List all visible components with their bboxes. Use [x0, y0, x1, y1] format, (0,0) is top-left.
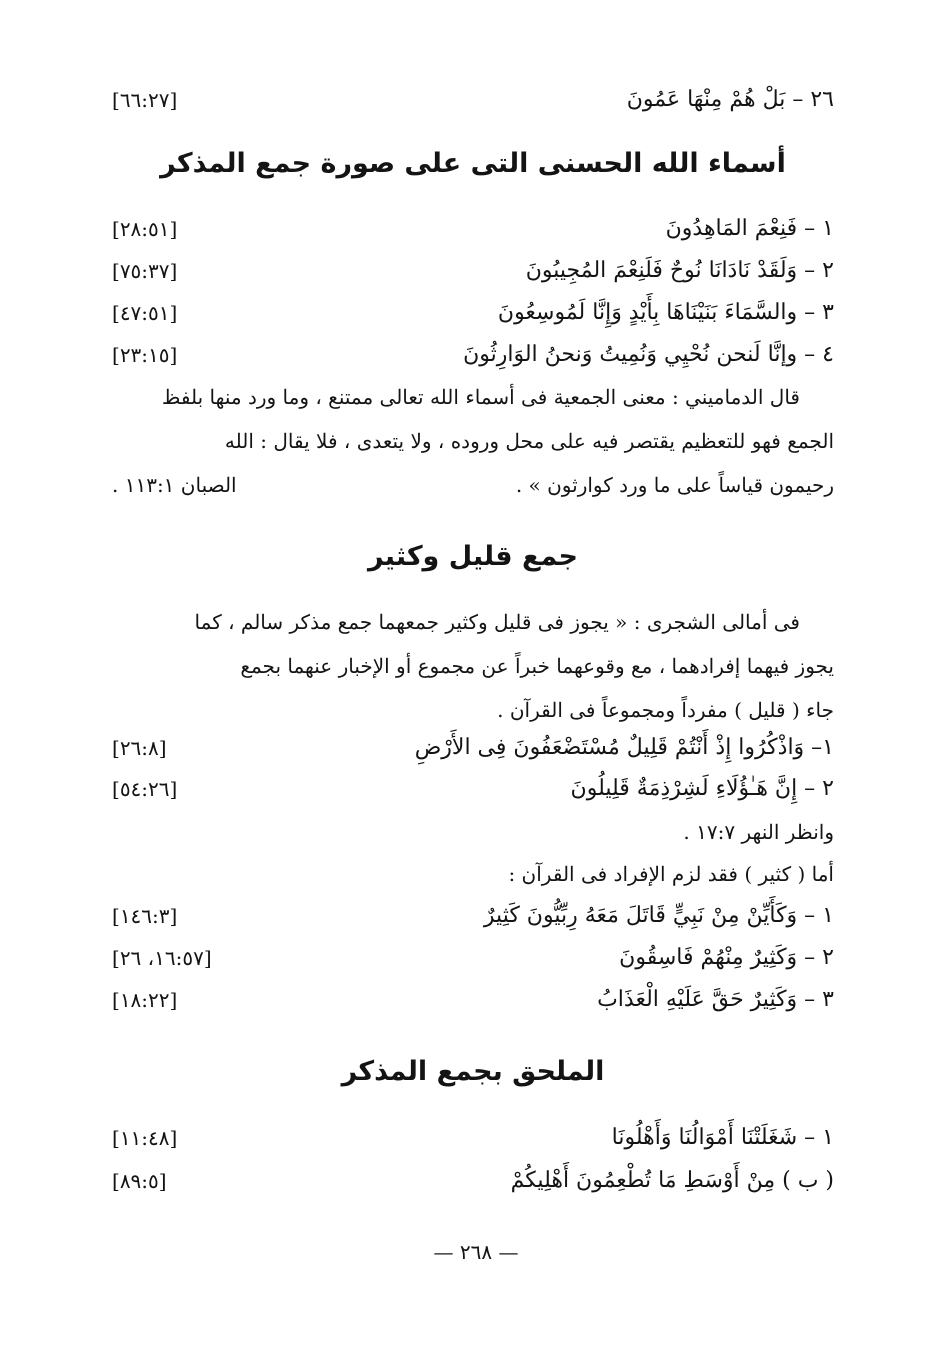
verse-text: ٢ – وَكَثِيرٌ مِنْهُمْ فَاسِقُونَ: [619, 945, 834, 970]
section-heading: أسماء الله الحسنى التى على صورة جمع المذكر: [160, 148, 786, 179]
verse-text: ١– وَاذْكُرُوا إِذْ أَنْتُمْ قَلِيلٌ مُسْتَضْعَفُونَ فِى الأَرْضِ: [414, 735, 834, 760]
verse-reference: [٧٥:٣٧]: [112, 259, 178, 283]
verse-text: ٣ – والسَّمَاءَ بَنَيْنَاهَا بِأَيْدٍ وَإِنَّا لَمُوسِعُونَ: [497, 300, 834, 325]
section-heading: الملحق بجمع المذكر: [341, 1056, 605, 1087]
paragraph-line: قال الدماميني : معنى الجمعية فى أسماء الله تعالى ممتنع ، وما ورد منها بلفظ: [161, 385, 800, 409]
verse-text: ١ – فَنِعْمَ المَاهِدُونَ: [665, 216, 834, 241]
verse-text: ٢٦ – بَلْ هُمْ مِنْهَا عَمُونَ: [626, 87, 834, 112]
verse-line: [112, 333, 834, 377]
note-line: [112, 852, 834, 896]
verse-reference: [٦٦:٢٧]: [112, 88, 178, 112]
note-text: أما ( كثير ) فقد لزم الإفراد فى القرآن :: [508, 862, 834, 886]
section-heading: جمع قليل وكثير: [368, 541, 578, 572]
note-text: وانظر النهر ١٧:٧ .: [683, 820, 834, 844]
paragraph-line: فى أمالى الشجرى : « يجوز فى قليل وكثير جمعهما جمع مذكر سالم ، كما: [194, 610, 800, 634]
verse-text: ٢ – وَلَقَدْ نَادَانَا نُوحٌ فَلَنِعْمَ المُجِيبُونَ: [525, 258, 834, 283]
verse-reference: [٤٧:٥١]: [112, 301, 178, 325]
verse-text: ١ – وَكَأَيِّنْ مِنْ نَبِيٍّ قَاتَلَ مَعَهُ رِبِّيُّونَ كَثِيرٌ: [483, 903, 834, 928]
verse-line: [112, 78, 834, 122]
verse-line: [112, 894, 834, 938]
verse-text: ١ – شَغَلَتْنَا أَمْوَالُنَا وَأَهْلُونَا: [611, 1125, 834, 1150]
verse-reference: [٢٨:٥١]: [112, 217, 178, 241]
verse-line: [112, 936, 834, 980]
verse-line: [112, 249, 834, 293]
verse-reference: [١١:٤٨]: [112, 1126, 178, 1150]
verse-reference: [١٤٦:٣]: [112, 904, 178, 928]
paragraph-line: جاء ( قليل ) مفرداً ومجموعاً فى القرآن .: [497, 698, 834, 722]
verse-text: ( ب ) مِنْ أَوْسَطِ مَا تُطْعِمُونَ أَهْلِيكُمْ: [510, 1168, 834, 1193]
verse-text: ٤ – وإنَّا لَنحن نُحْيِي وَنُمِيتُ وَنحنُ الوَارِثُونَ: [463, 342, 834, 367]
verse-line: [112, 767, 834, 811]
page-number: — ٢٦٨ —: [433, 1240, 519, 1264]
verse-reference: [٥٤:٢٦]: [112, 777, 178, 801]
verse-line: [112, 291, 834, 335]
verse-line: [112, 726, 834, 770]
verse-reference: [٢٣:١٥]: [112, 343, 178, 367]
paragraph-line: يجوز فيهما إفرادهما ، مع وقوعهما خبراً عن مجموع أو الإخبار عنهما بجمع: [240, 654, 834, 678]
verse-reference: [٢٦:٨]: [112, 736, 167, 760]
verse-line: [112, 1116, 834, 1160]
verse-reference: [٨٩:٥]: [112, 1169, 167, 1193]
verse-line: [112, 978, 834, 1022]
commentary-source: الصبان ١١٣:١ .: [112, 473, 237, 497]
verse-text: ٢ – إِنَّ هَـٰؤُلَاءِ لَشِرْذِمَةٌ قَلِيلُونَ: [570, 776, 834, 801]
verse-reference: [١٨:٢٢]: [112, 988, 178, 1012]
verse-line: [112, 1159, 834, 1203]
note-line: [112, 810, 834, 854]
verse-text: ٣ – وَكَثِيرٌ حَقَّ عَلَيْهِ الْعَذَابُ: [597, 987, 834, 1012]
paragraph-line: الجمع فهو للتعظيم يقتصر فيه على محل وروده ، ولا يتعدى ، فلا يقال : الله: [224, 429, 834, 453]
verse-line: [112, 207, 834, 251]
verse-reference: [١٦:٥٧، ٢٦]: [112, 946, 212, 970]
paragraph-line: رحيمون قياساً على ما ورد كوارثون » .: [515, 473, 834, 497]
intro-paragraph: [112, 600, 834, 732]
